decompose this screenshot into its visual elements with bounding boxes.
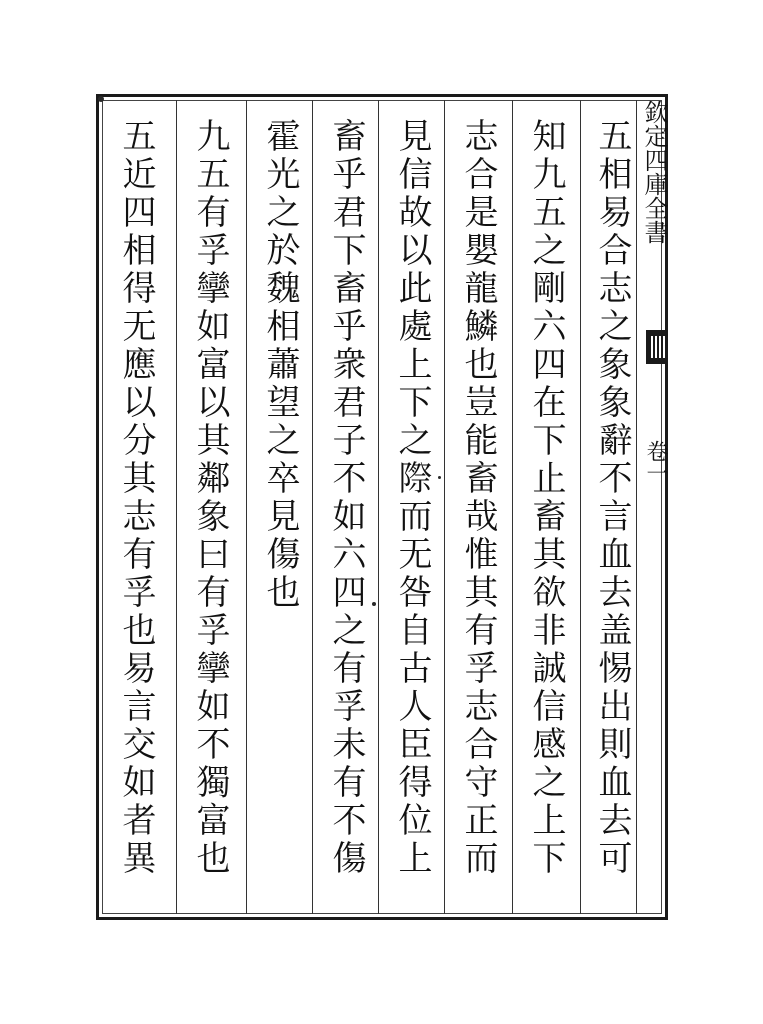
ink-speckle	[438, 476, 441, 479]
volume-label: 卷一	[643, 440, 668, 484]
text-column-8: 五近四相得无應以分其志有孚也易言交如者異	[116, 118, 156, 878]
text-column-6: 霍光之於魏相蕭望之卒見傷也	[260, 118, 300, 612]
text-column-5: 畜乎君下畜乎衆君子不如六四之有孚未有不傷	[326, 118, 366, 878]
page-inner-border	[102, 100, 662, 914]
column-rule	[444, 100, 445, 914]
column-rule	[580, 100, 581, 914]
column-rule	[636, 100, 637, 914]
ink-speckle	[372, 602, 376, 606]
text-column-2: 知九五之剛六四在下止畜其欲非誠信感之上下	[526, 118, 566, 878]
text-column-7: 九五有孚攣如富以其鄰象曰有孚攣如不獨富也	[190, 118, 230, 878]
column-rule	[246, 100, 247, 914]
column-rule	[512, 100, 513, 914]
column-rule	[378, 100, 379, 914]
ink-speckle	[98, 96, 104, 102]
column-rule	[312, 100, 313, 914]
text-column-3: 志合是嬰龍鱗也豈能畜哉惟其有孚志合守正而	[458, 118, 498, 878]
text-column-1: 五相易合志之象象辭不言血去盖惕出則血去可	[592, 118, 632, 878]
fish-tail-mark	[646, 330, 668, 364]
column-rule	[176, 100, 177, 914]
book-title: 欽定四庫全書	[640, 100, 668, 244]
text-column-4: 見信故以此處上下之際而无咎自古人臣得位上	[392, 118, 432, 878]
